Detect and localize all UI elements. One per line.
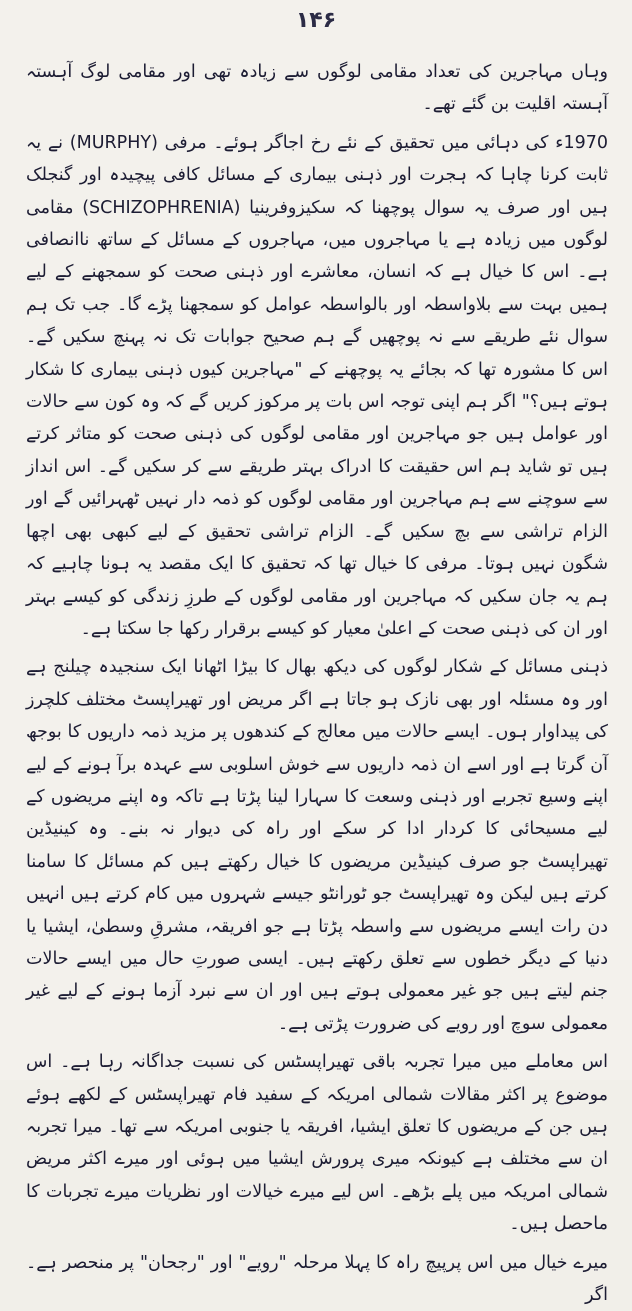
body-text: [26, 56, 608, 1311]
paragraph: اس معاملے میں میرا تجربہ باقی تھیراپسٹس کی نسبت جداگانہ رہا ہے۔ اس موضوع پر اکثر مقالات شمالی امریکہ کے سفید فام تھیراپسٹس کے لکھے ہوئے ہیں جن کے مریضوں کا تعلق ایشیا، افریقہ یا جنوبی امریکہ سے تھا۔ میرا تجربہ ان سے مختلف ہے کیونکہ میری پرورش ایشیا میں ہوئی اور میرے اکثر مریض شمالی امریکہ میں پلے بڑھے۔ اس لیے میرے خیالات اور نظریات میرے تجربات کا ماحصل ہیں۔: [26, 1052, 608, 1235]
paragraph: میرے خیال میں اس پرپیچ راہ کا پہلا مرحلہ "رویے" اور "رجحان" پر منحصر ہے۔ اگر: [26, 1252, 608, 1306]
page-number: ۱۴۶: [295, 8, 337, 33]
paragraph: 1970ء کی دہائی میں تحقیق کے نئے رخ اجاگر ہوئے۔ مرفی (MURPHY) نے یہ ثابت کرنا چاہا کہ ہجرت اور ذہنی بیماری کے مسائل کافی پیچیدہ اور گنجلک ہیں اور صرف یہ سوال پوچھنا کہ سکیزوفرینیا (SCHIZOPHRENIA) مقامی لوگوں میں زیادہ ہے یا مہاجروں میں، مہاجروں کے مسائل کے ساتھ ناانصافی ہے۔ اس کا خیال ہے کہ انسان، معاشرے اور ذہنی صحت کو سمجھنے کے لیے ہمیں بہت سے بلاواسطہ اور بالواسطہ عوامل کو سمجھنا پڑے گا۔ جب تک ہم سوال نئے طریقے سے نہ پوچھیں گے ہم صحیح جوابات تک نہ پہنچ سکیں گے۔ اس کا مشورہ تھا کہ بجائے یہ پوچھنے کے "مہاجرین کیوں ذہنی بیماری کا شکار ہوتے ہیں؟" اگر ہم اپنی توجہ اس بات پر مرکوز کریں گے کہ وہ کون سے حالات اور عوامل ہیں جو مہاجرین اور مقامی لوگوں کی ذہنی صحت کو متاثر کرتے ہیں تو شاید ہم اس حقیقت کا ادراک بہتر طریقے سے کر سکیں گے۔ اس انداز سے سوچنے سے ہم مہاجرین اور مقامی لوگوں کو ذمہ دار نہیں ٹھہرائیں گے اور الزام تراشی سے بچ سکیں گے۔ الزام تراشی تحقیق کے لیے کبھی بھی اچھا شگون نہیں ہوتا۔ مرفی کا خیال تھا کہ تحقیق کا ایک مقصد یہ ہونا چاہیے کہ ہم یہ جان سکیں کہ مہاجرین اور مقامی لوگوں کے طرزِ زندگی کو کیسے بہتر اور ان کی ذہنی صحت کے اعلیٰ معیار کو کیسے برقرار رکھا جا سکتا ہے۔: [26, 132, 609, 639]
paragraph: ذہنی مسائل کے شکار لوگوں کی دیکھ بھال کا بیڑا اٹھانا ایک سنجیدہ چیلنج ہے اور وہ مسئلہ اور بھی نازک ہو جاتا ہے اگر مریض اور تھیراپسٹ مختلف کلچرز کی پیداوار ہوں۔ ایسے حالات میں معالج کے کندھوں پر مزید ذمہ داریوں کا بوجھ آن گرتا ہے اور اسے ان ذمہ داریوں سے خوش اسلوبی سے عہدہ برآ ہونے کے لیے اپنے وسیع تجربے اور ذہنی وسعت کا سہارا لینا پڑتا ہے تاکہ وہ اپنے مریضوں کے لیے مسیحائی کا کردار ادا کر سکے اور راہ کی دیوار نہ بنے۔ وہ کینیڈین تھیراپسٹ جو صرف کینیڈین مریضوں کا خیال رکھتے ہیں کم مسائل کا سامنا کرتے ہیں لیکن وہ تھیراپسٹ جو ٹورانٹو جیسے شہروں میں کام کرتے ہیں انہیں دن رات ایسے مریضوں سے واسطہ پڑتا ہے جو افریقہ، مشرقِ وسطیٰ، ایشیا یا دنیا کے دیگر خطوں سے تعلق رکھتے ہیں۔ ایسی صورتِ حال میں ایسے حالات جنم لیتے ہیں جو غیر معمولی ہوتے ہیں اور ان سے نبرد آزما ہونے کے لیے غیر معمولی سوچ اور رویے کی ضرورت پڑتی ہے۔: [26, 657, 608, 1034]
paragraph: وہاں مہاجرین کی تعداد مقامی لوگوں سے زیادہ تھی اور مقامی لوگ آہستہ آہستہ اقلیت بن گئے تھے۔: [26, 62, 608, 115]
